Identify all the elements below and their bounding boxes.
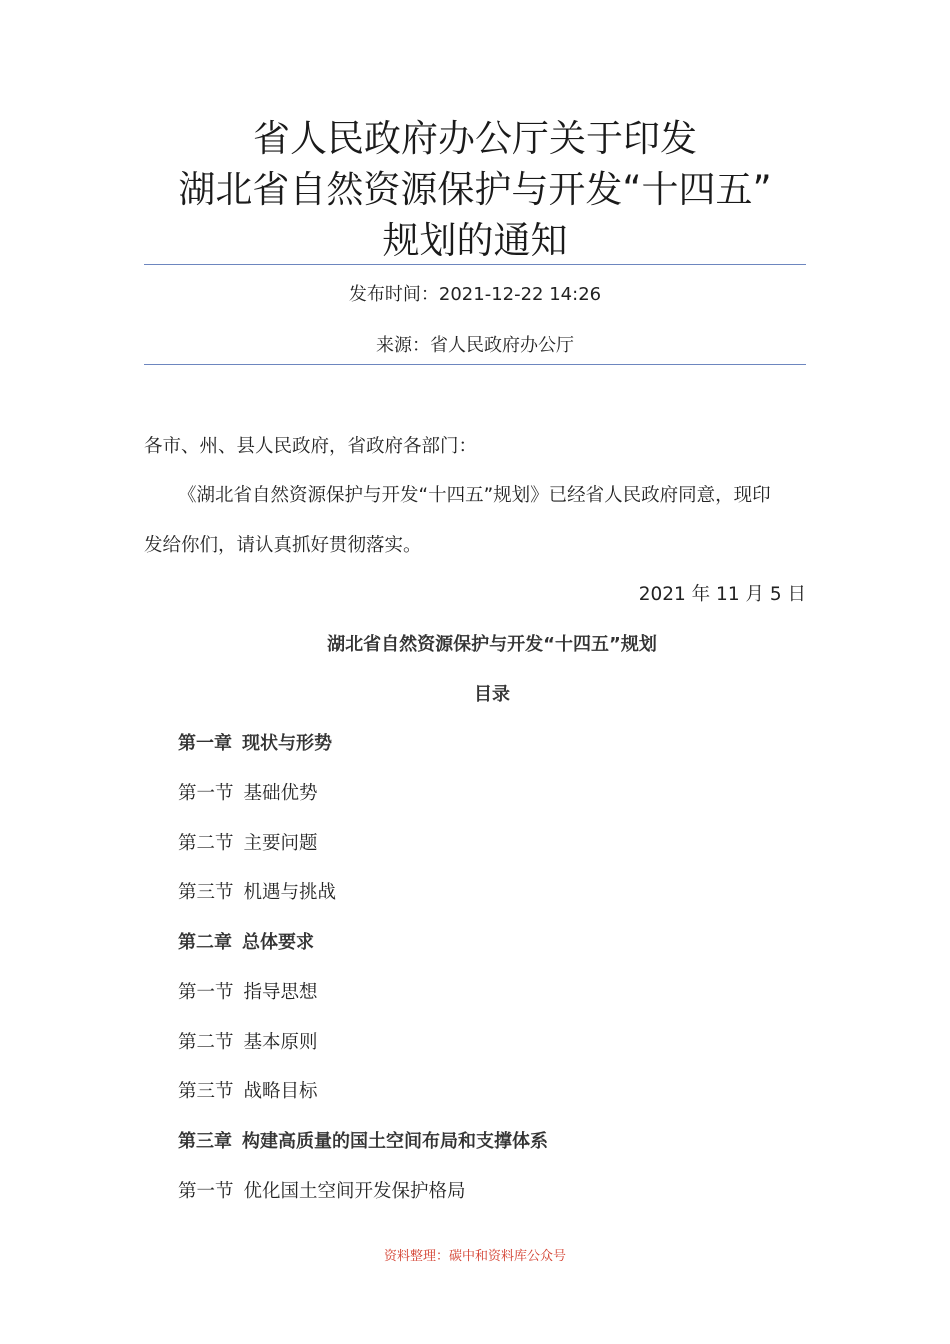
toc-text: 构建高质量的国土空间布局和支撑体系 bbox=[242, 1131, 548, 1152]
publish-time: 发布时间：2021-12-22 14:26 bbox=[348, 284, 602, 305]
body-line-1: 《湖北省自然资源保护与开发“十四五”规划》已经省人民政府同意，现印 bbox=[178, 485, 771, 506]
title-line-1: 省人民政府办公厅关于印发 bbox=[253, 117, 697, 160]
toc-number: 第一节 bbox=[178, 1181, 234, 1202]
toc-text: 基本原则 bbox=[243, 1032, 318, 1053]
toc-item bbox=[178, 829, 318, 855]
toc-item bbox=[178, 928, 314, 954]
toc-item bbox=[178, 1127, 548, 1153]
title-line-3: 规划的通知 bbox=[382, 219, 568, 262]
toc-item bbox=[178, 978, 318, 1004]
toc-text: 现状与形势 bbox=[242, 733, 332, 754]
issue-date: 2021 年 11 月 5 日 bbox=[638, 584, 806, 605]
toc-number: 第一章 bbox=[178, 733, 232, 754]
plan-title: 湖北省自然资源保护与开发“十四五”规划 bbox=[327, 634, 657, 655]
toc-text: 指导思想 bbox=[243, 982, 318, 1003]
toc-text: 战略目标 bbox=[243, 1081, 318, 1102]
toc-number: 第一节 bbox=[178, 783, 234, 804]
toc-number: 第二节 bbox=[178, 1032, 234, 1053]
toc-item bbox=[178, 1028, 318, 1054]
toc-text: 优化国土空间开发保护格局 bbox=[243, 1181, 466, 1202]
toc-text: 主要问题 bbox=[243, 833, 318, 854]
toc-number: 第三节 bbox=[178, 882, 234, 903]
title-divider bbox=[144, 264, 806, 265]
toc-item bbox=[178, 729, 332, 755]
toc-item bbox=[178, 1177, 466, 1203]
toc-number: 第三节 bbox=[178, 1081, 234, 1102]
meta-divider bbox=[144, 364, 806, 365]
salutation: 各市、州、县人民政府，省政府各部门： bbox=[144, 436, 478, 457]
toc-number: 第三章 bbox=[178, 1131, 232, 1152]
toc-number: 第二节 bbox=[178, 833, 234, 854]
body-line-2: 发给你们，请认真抓好贯彻落实。 bbox=[144, 535, 422, 556]
toc-number: 第二章 bbox=[178, 932, 232, 953]
toc-text: 机遇与挑战 bbox=[243, 882, 337, 903]
source: 来源：省人民政府办公厅 bbox=[376, 335, 574, 356]
toc-text: 总体要求 bbox=[242, 932, 314, 953]
toc-item bbox=[178, 878, 336, 904]
toc-item bbox=[178, 1077, 318, 1103]
toc-title: 目录 bbox=[474, 684, 510, 705]
title-line-2: 湖北省自然资源保护与开发“十四五” bbox=[178, 168, 772, 211]
toc-item bbox=[178, 779, 318, 805]
toc-number: 第一节 bbox=[178, 982, 234, 1003]
footer-credit: 资料整理：碳中和资料库公众号 bbox=[383, 1249, 566, 1264]
toc-text: 基础优势 bbox=[243, 783, 318, 804]
